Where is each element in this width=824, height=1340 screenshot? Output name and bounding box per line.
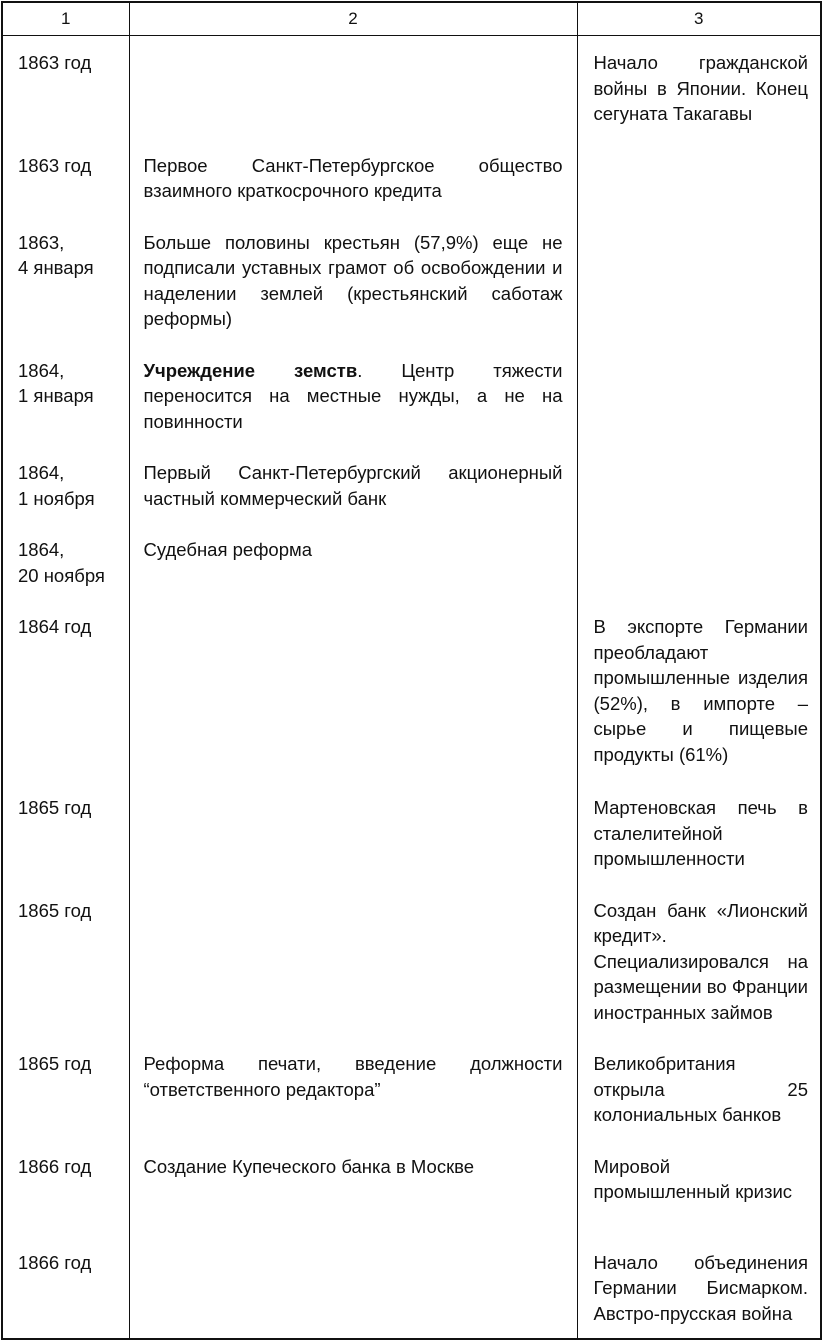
russia-event-cell: Реформа печати, введение должности “ответственного редактора” bbox=[129, 1037, 577, 1140]
table-row bbox=[2, 344, 821, 447]
russia-event-cell bbox=[129, 344, 577, 447]
russia-event-cell bbox=[129, 600, 577, 781]
russia-event-cell bbox=[129, 1236, 577, 1340]
date-cell: 1866 год bbox=[2, 1236, 129, 1340]
table-row bbox=[2, 36, 821, 139]
world-event-cell: В экспорте Германии преобладают промышленные изделия (52%), в импорте – сырье и пищевые продукты (61%) bbox=[577, 600, 821, 781]
date-cell: 1866 год bbox=[2, 1140, 129, 1236]
world-event-cell: Великобритания открыла 25 колониальных банков bbox=[577, 1037, 821, 1140]
table-row bbox=[2, 523, 821, 600]
date-cell bbox=[2, 446, 129, 523]
table-header bbox=[2, 2, 821, 36]
date-text: 1864, 20 ноября bbox=[18, 539, 105, 586]
column-header-3: 3 bbox=[577, 2, 821, 36]
date-cell bbox=[2, 523, 129, 600]
event-text: . Центр тяжести переносится на местные нужды, а не на повинности bbox=[143, 359, 563, 432]
russia-event-cell bbox=[129, 781, 577, 884]
russia-event-cell: Первое Санкт-Петербургское общество взаимного краткосрочного кредита bbox=[129, 139, 577, 216]
world-event-cell: Начало гражданской войны в Японии. Конец сегуната Такагавы bbox=[577, 36, 821, 139]
world-event-cell bbox=[577, 139, 821, 216]
table-row bbox=[2, 1236, 821, 1340]
date-cell: 1865 год bbox=[2, 884, 129, 1038]
world-event-cell: Мировой промышленный кризис bbox=[577, 1140, 821, 1236]
world-event-cell: Мартеновская печь в сталелитейной промышленности bbox=[577, 781, 821, 884]
world-event-cell: Создан банк «Лионский кредит». Специализировался на размещении во Франции иностранных займов bbox=[577, 884, 821, 1038]
russia-event-cell: Больше половины крестьян (57,9%) еще не подписали уставных грамот об освобождении и наделении землей (крестьянский саботаж реформы) bbox=[129, 216, 577, 344]
table-row bbox=[2, 781, 821, 884]
table-row bbox=[2, 139, 821, 216]
header-row bbox=[2, 2, 821, 36]
world-event-cell bbox=[577, 446, 821, 523]
world-event-cell bbox=[577, 344, 821, 447]
date-text: 1864, 1 ноября bbox=[18, 462, 95, 509]
russia-event-cell: Создание Купеческого банка в Москве bbox=[129, 1140, 577, 1236]
russia-event-cell bbox=[129, 884, 577, 1038]
date-cell: 1863 год bbox=[2, 36, 129, 139]
table-row bbox=[2, 600, 821, 781]
table-row bbox=[2, 446, 821, 523]
russia-event-cell bbox=[129, 36, 577, 139]
date-text: 1863, 4 января bbox=[18, 231, 94, 278]
date-cell bbox=[2, 344, 129, 447]
chronology-table bbox=[1, 1, 822, 1340]
table-row bbox=[2, 1140, 821, 1236]
date-cell: 1865 год bbox=[2, 781, 129, 884]
column-header-1: 1 bbox=[2, 2, 129, 36]
world-event-cell bbox=[577, 523, 821, 600]
table-row bbox=[2, 1037, 821, 1140]
date-cell: 1863 год bbox=[2, 139, 129, 216]
date-cell: 1865 год bbox=[2, 1037, 129, 1140]
table-row bbox=[2, 216, 821, 344]
date-text: 1864, 1 января bbox=[18, 359, 94, 406]
date-cell: 1864 год bbox=[2, 600, 129, 781]
world-event-cell: Начало объединения Германии Бисмарком. Австро-прусская война bbox=[577, 1236, 821, 1340]
russia-event-cell: Первый Санкт-Петербургский акционерный частный коммерческий банк bbox=[129, 446, 577, 523]
russia-event-cell: Судебная реформа bbox=[129, 523, 577, 600]
event-bold-text: Учреждение земств bbox=[143, 359, 358, 381]
world-event-cell bbox=[577, 216, 821, 344]
table-row bbox=[2, 884, 821, 1038]
date-cell bbox=[2, 216, 129, 344]
table-body bbox=[2, 36, 821, 1340]
column-header-2: 2 bbox=[129, 2, 577, 36]
